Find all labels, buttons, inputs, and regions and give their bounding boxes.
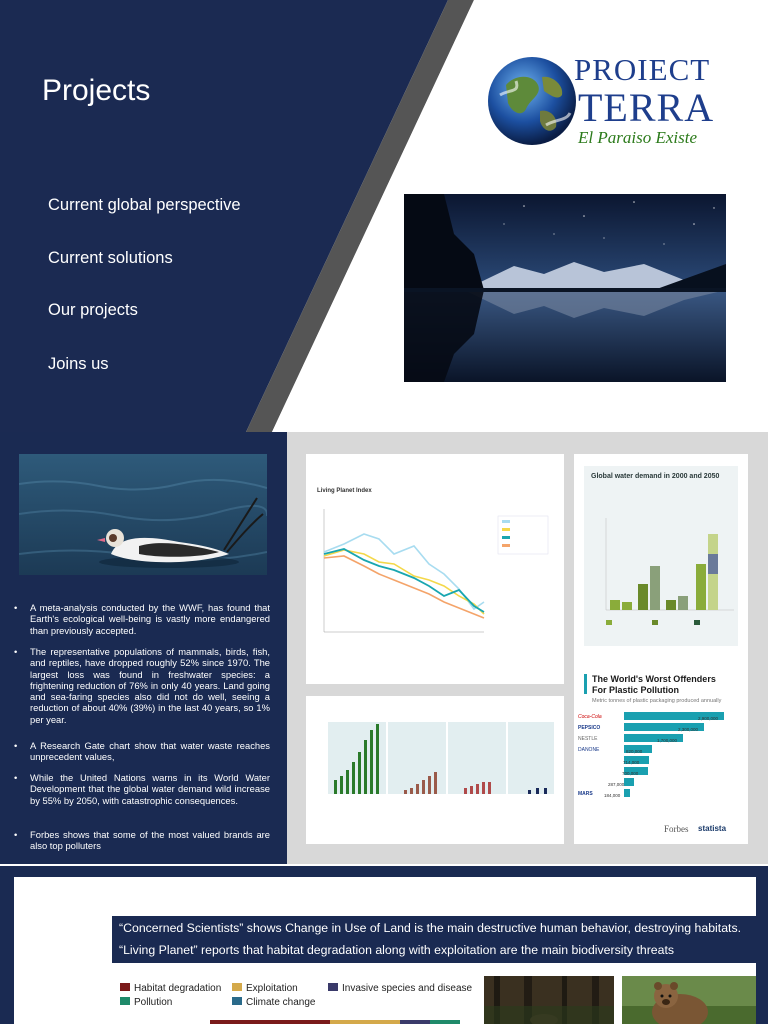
slide-title: Projects: [42, 74, 151, 107]
plastic-subtitle: Metric tonnes of plastic packaging produced annually: [592, 698, 722, 704]
water-demand-title: Global water demand in 2000 and 2050: [591, 473, 720, 480]
statista-logo: statista: [698, 824, 727, 833]
plastic-pollution-chart: [574, 654, 748, 844]
brand-mars: MARS: [578, 791, 593, 797]
slide-land-use: [0, 866, 768, 1024]
threat-stacked-bar: [120, 1018, 480, 1024]
bullet-text-un-water: While the United Nations warns in its World Water Development that the global water demand wild increase by 55% by 2050, with catastrophic consequences.: [30, 772, 270, 806]
bullet-text-forbes: Forbes shows that some of the most valued brands are also top polluters: [30, 829, 270, 852]
plastic-value-8: 184,000: [604, 793, 621, 798]
plastic-title-line2: For Plastic Pollution: [592, 685, 680, 695]
plastic-value-6: 700,000: [622, 771, 639, 776]
concerned-scientists-line: “Concerned Scientists” shows Change in Use of Land is the main destructive human behavior, destroying habitats.: [119, 921, 742, 935]
globe-logo-icon: [486, 55, 578, 147]
global-water-demand-chart: [574, 454, 748, 684]
bullet-wwf: • A meta-analysis conducted by the WWF, has found that Earth's ecological well-being is vastly more endangered than previously accepted.: [14, 602, 270, 636]
legend-climate-change: Climate change: [232, 992, 315, 1010]
living-planet-line-chart: [314, 504, 558, 654]
plastic-value-5: 714,000: [623, 760, 640, 765]
logo-tagline: El Paraiso Existe: [578, 128, 697, 147]
logo-text-terra: TERRA: [578, 85, 715, 130]
bullet-text-wwf: A meta-analysis conducted by the WWF, has found that Earth's ecological well-being is vastly more endangered than previously accepted.: [30, 602, 270, 636]
bullet-text-populations: The representative populations of mammals, birds, fish, and reptiles, have dropped roughly 52% since 1970. The largest loss was found in freshwater species: a frightening reduction of 76% in only 40 years. Land going and sea-faring species also did not do well, seeing a reduction of about 40% (39%) in the last 40 years, so 1% per year.: [30, 646, 270, 725]
brand-nestle: NESTLE: [578, 736, 598, 742]
duck-photo: [19, 454, 267, 575]
plastic-value-1: 2,900,000: [698, 716, 719, 721]
bullet-populations: • The representative populations of mammals, birds, fish, and reptiles, have dropped roughly 52% since 1970. The largest loss was found in freshwater species: a frightening reduction of 76% in only 40 years. Land going and sea-faring species also did not do well, seeing a reduction of about 40% (39%) in the last 40 years, so 1% per year.: [14, 646, 270, 725]
bullet-research-gate: • A Research Gate chart show that water waste reaches unprecedent values,: [14, 740, 270, 763]
water-withdrawal-chart: [306, 696, 564, 844]
brand-pepsico: PEPSICO: [578, 725, 601, 731]
slide-global-perspective: [0, 432, 768, 864]
brand-coca-cola: Coca-Cola: [578, 714, 602, 720]
menu-item-current-solutions[interactable]: Current solutions: [48, 249, 173, 267]
legend-habitat-degradation: Habitat degradation: [120, 978, 221, 996]
living-planet-index-chart: [306, 454, 564, 684]
legend-pollution: Pollution: [120, 992, 172, 1010]
menu-item-join-us[interactable]: Joins us: [48, 355, 109, 373]
night-lake-photo: [404, 194, 726, 382]
brand-danone: DANONE: [578, 747, 600, 753]
legend-invasive-species: Invasive species and disease: [328, 978, 472, 996]
living-planet-line: “Living Planet” reports that habitat degradation along with exploitation are the main biodiversity threats: [119, 943, 675, 957]
forest-animals-photo: [484, 976, 614, 1024]
menu-item-our-projects[interactable]: Our projects: [48, 301, 138, 319]
logo-text-proiect: PROIECT: [574, 52, 711, 87]
plastic-title-line1: The World's Worst Offenders: [592, 674, 716, 684]
bullet-forbes: • Forbes shows that some of the most valued brands are also top polluters: [14, 829, 270, 852]
plastic-title: [592, 674, 716, 696]
bear-photo: [622, 976, 756, 1024]
bullet-text-research-gate: A Research Gate chart show that water waste reaches unprecedent values,: [30, 740, 270, 763]
left-panel: [0, 432, 287, 864]
water-demand-bar-chart: [590, 514, 740, 634]
plastic-value-7: 287,000: [608, 782, 625, 787]
living-planet-chart-title: Living Planet Index: [317, 488, 372, 494]
plastic-value-2: 2,300,000: [678, 727, 699, 732]
water-withdrawal-bar-chart: [314, 718, 556, 824]
legend-exploitation: Exploitation: [232, 978, 298, 996]
forbes-logo: Forbes: [664, 824, 689, 834]
bullet-un-water: • While the United Nations warns in its World Water Development that the global water demand wild increase by 55% by 2050, with catastrophic consequences.: [14, 772, 270, 806]
plastic-value-4: 820,000: [626, 749, 643, 754]
menu-item-global-perspective[interactable]: Current global perspective: [48, 196, 241, 214]
plastic-title-accent: [584, 674, 587, 694]
plastic-value-3: 1,700,000: [657, 738, 678, 743]
slide-projects: [0, 0, 768, 432]
